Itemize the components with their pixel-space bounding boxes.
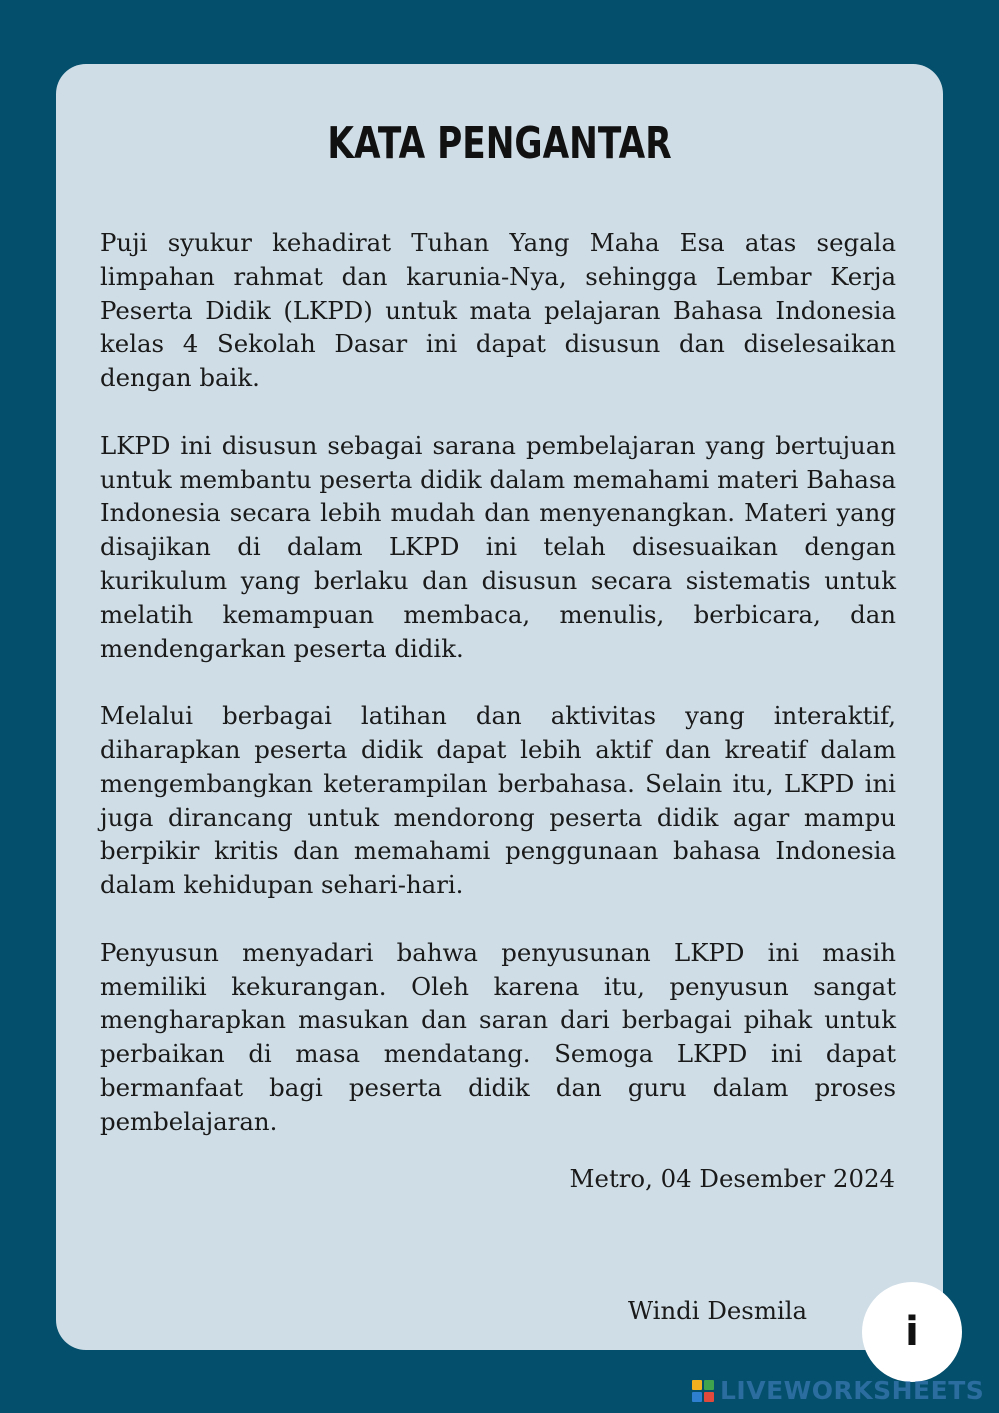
document-body <box>100 226 896 1139</box>
liveworksheets-watermark <box>692 1376 984 1405</box>
paragraph-1: Puji syukur kehadirat Tuhan Yang Maha Esa atas segala limpahan rahmat dan karunia-Nya, sehingga Lembar Kerja Peserta Didik (LKPD) untuk mata pelajaran Bahasa Indonesia kelas 4 Sekolah Dasar ini dapat disusun dan diselesaikan dengan baik. <box>100 228 896 393</box>
liveworksheets-logo-icon <box>692 1380 714 1402</box>
paragraph-2: LKPD ini disusun sebagai sarana pembelajaran yang bertujuan untuk membantu peserta didik dalam memahami materi Bahasa Indonesia secara lebih mudah dan menyenangkan. Materi yang disajikan di dalam LKPD ini telah disesuaikan dengan kurikulum yang berlaku dan disusun secara sistematis untuk melatih kemampuan membaca, menulis, berbicara, dan mendengarkan peserta didik. <box>100 430 896 663</box>
logo-tile-4 <box>704 1392 714 1402</box>
logo-tile-1 <box>692 1380 702 1390</box>
info-button[interactable] <box>862 1282 962 1382</box>
paragraph-4: Penyusun menyadari bahwa penyusunan LKPD ini masih memiliki kekurangan. Oleh karena itu, penyusun sangat mengharapkan masukan dan saran dari berbagai pihak untuk perbaikan di masa mendatang. Semoga LKPD ini dapat bermanfaat bagi peserta didik dan guru dalam proses pembelajaran. <box>100 937 896 1136</box>
date-line: Metro, 04 Desember 2024 <box>569 1164 895 1193</box>
logo-tile-2 <box>704 1380 714 1390</box>
info-icon: i <box>905 1309 919 1355</box>
watermark-text: LIVEWORKSHEETS <box>720 1376 985 1405</box>
page-title: KATA PENGANTAR <box>327 118 672 169</box>
logo-tile-3 <box>692 1392 702 1402</box>
paragraph-3: Melalui berbagai latihan dan aktivitas yang interaktif, diharapkan peserta didik dapat lebih aktif dan kreatif dalam mengembangkan keterampilan berbahasa. Selain itu, LKPD ini juga dirancang untuk mendorong peserta didik agar mampu berpikir kritis dan memahami penggunaan bahasa Indonesia dalam kehidupan sehari-hari. <box>100 701 896 900</box>
signer-name: Windi Desmila <box>628 1296 808 1325</box>
